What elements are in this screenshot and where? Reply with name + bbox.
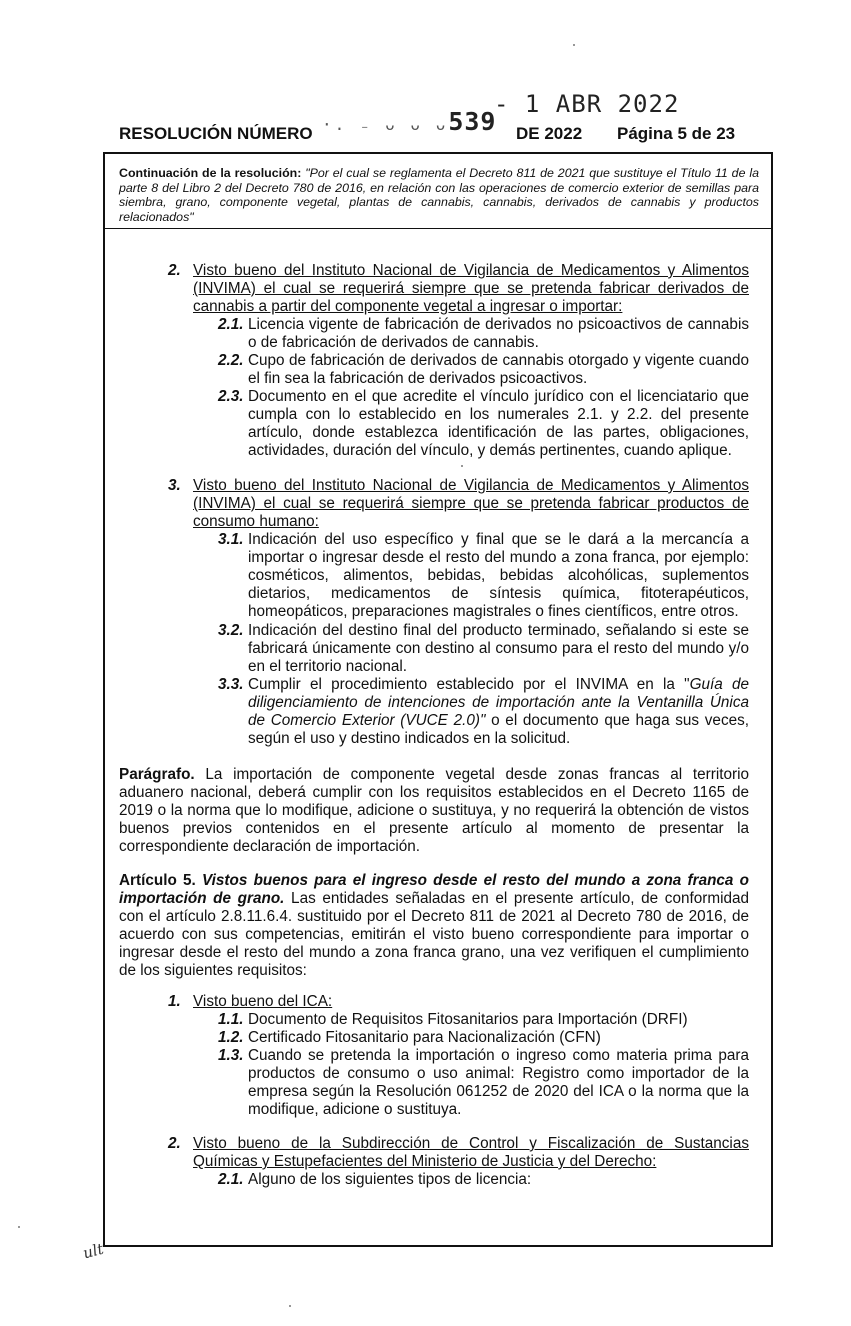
subitem-number: 3.3. [218,676,244,693]
scan-speck [461,465,463,467]
resolution-number: 539 [448,107,497,136]
subitem-text [248,676,749,748]
articulo-title: Vistos buenos para el ingreso desde el resto del mundo a zona franca o importación de grano. [119,872,750,907]
handwritten-initials: ult [81,1239,106,1263]
scan-speck [18,1226,20,1228]
item-number: 2. [168,262,181,279]
stamp-date: - 1 ABR 2022 [494,90,680,118]
subitem-number: 1.1. [218,1011,244,1028]
page-label: Página 5 de 23 [617,124,736,143]
articulo-text: Las entidades señaladas en el presente artículo, de conformidad con el artículo 2.8.11.6.4. sustituido por el Decreto 811 de 2021 al Decreto 780 de 2016, de acuerdo con sus competencias, emitirán el visto bueno correspondiente para importar o ingresar desde el resto del mundo a zona franca grano, una vez verifiquen el cumplimiento de los siguientes requisitos: [119,890,749,979]
resolution-number-stamp [322,107,496,136]
subitem-text-part: o el documento que haga sus veces, según el uso y destino indicados en la solicitud. [248,712,749,747]
articulo-lead: Artículo 5. [119,872,196,889]
item-number: 1. [168,993,181,1010]
subitem-number: 3.2. [218,622,244,639]
continuation-lead: Continuación de la resolución: [119,166,302,180]
subitem-number: 2.1. [218,1171,244,1188]
item-title: Visto bueno de la Subdirección de Control y Fiscalización de Sustancias Químicas y Estupefacientes del Ministerio de Justicia y del Derecho: [193,1135,749,1170]
subitem-text: Certificado Fitosanitario para Nacionalización (CFN) [248,1029,601,1046]
subitem-number: 1.3. [218,1047,244,1064]
continuation-text: "Por el cual se reglamenta el Decreto 811 de 2021 que sustituye el Título 11 de la parte 8 del Libro 2 del Decreto 780 de 2016, en relación con las operaciones de comercio exterior de semillas para siembra, grano, componente vegetal, plantas de cannabis, cannabis, derivados de cannabis y productos relacionados" [119,166,759,224]
scan-speck [289,1305,291,1307]
item-title: Visto bueno del Instituto Nacional de Vigilancia de Medicamentos y Alimentos (INVIMA) el cual se requerirá siempre que se pretenda fabricar productos de consumo humano: [193,477,749,530]
subitem-number: 1.2. [218,1029,244,1046]
paragrafo-text: La importación de componente vegetal desde zonas francas al territorio aduanero nacional, deberá cumplir con los requisitos establecidos en el Decreto 1165 de 2019 o la norma que lo modifique, adicione o sustituya, y no requerirá la obtención de vistos buenos previos contenidos en el presente artículo al momento de presentar la correspondiente declaración de importación. [119,766,749,855]
continuation-divider [103,228,773,229]
subitem-text: Cupo de fabricación de derivados de cannabis otorgado y vigente cuando el fin sea la fabricación de derivados psicoactivos. [248,352,749,387]
item-number: 3. [168,477,181,494]
paragrafo-lead: Parágrafo. [119,766,195,783]
articulo-5 [119,872,749,980]
subitem-text: Licencia vigente de fabricación de derivados no psicoactivos de cannabis o de fabricación de derivados de cannabis. [248,316,749,351]
subitem-number: 2.3. [218,388,244,405]
subitem-number: 2.2. [218,352,244,369]
item-title: Visto bueno del Instituto Nacional de Vigilancia de Medicamentos y Alimentos (INVIMA) el cual se requerirá siempre que se pretenda fabricar derivados de cannabis a partir del componente vegetal a ingresar o importar: [193,262,749,315]
scan-speck [573,44,575,46]
subitem-text: Indicación del destino final del producto terminado, señalando si este se fabricará únicamente con destino al consumo para el resto del mundo y/o en el territorio nacional. [248,622,749,675]
subitem-number: 2.1. [218,316,244,333]
paragrafo [119,766,749,856]
continuation-block [119,166,759,224]
item-title: Visto bueno del ICA: [193,993,333,1010]
item-number: 2. [168,1135,181,1152]
stamp-faded-digits: ·. ₋ ᴗ ᴗ ᴗ [322,115,449,134]
subitem-text: Cuando se pretenda la importación o ingreso como materia prima para productos de consumo o uso animal: Registro como importador de la empresa según la Resolución 061252 de 2020 del ICA o la norma que la modifique, adicione o sustituya. [248,1047,749,1118]
subitem-text: Documento en el que acredite el vínculo jurídico con el licenciatario que cumpla con lo establecido en los numerales 2.1. y 2.2. del presente artículo, donde establezca identificación de las partes, obligaciones, actividades, duración del vínculo, y demás pertinentes, cuando aplique. [248,388,749,459]
subitem-text: Indicación del uso específico y final que se le dará a la mercancía a importar o ingresar desde el resto del mundo a zona franca, por ejemplo: cosméticos, alimentos, bebidas, bebidas alcohólicas, suplementos dietarios, medicamentos de síntesis química, fitoterapéuticos, homeopáticos, preparaciones magistrales o fines científicos, entre otros. [248,531,749,620]
subitem-number: 3.1. [218,531,244,548]
guide-title: Guía de diligenciamiento de intenciones de importación ante la Ventanilla Única de Comercio Exterior (VUCE 2.0)" [248,676,749,729]
year-label: DE 2022 [516,124,583,143]
subitem-text: Alguno de los siguientes tipos de licencia: [248,1171,532,1188]
resolution-label: RESOLUCIÓN NÚMERO [119,124,313,143]
subitem-text: Documento de Requisitos Fitosanitarios para Importación (DRFI) [248,1011,688,1028]
subitem-text-part: Cumplir el procedimiento establecido por el INVIMA en la " [248,676,690,693]
